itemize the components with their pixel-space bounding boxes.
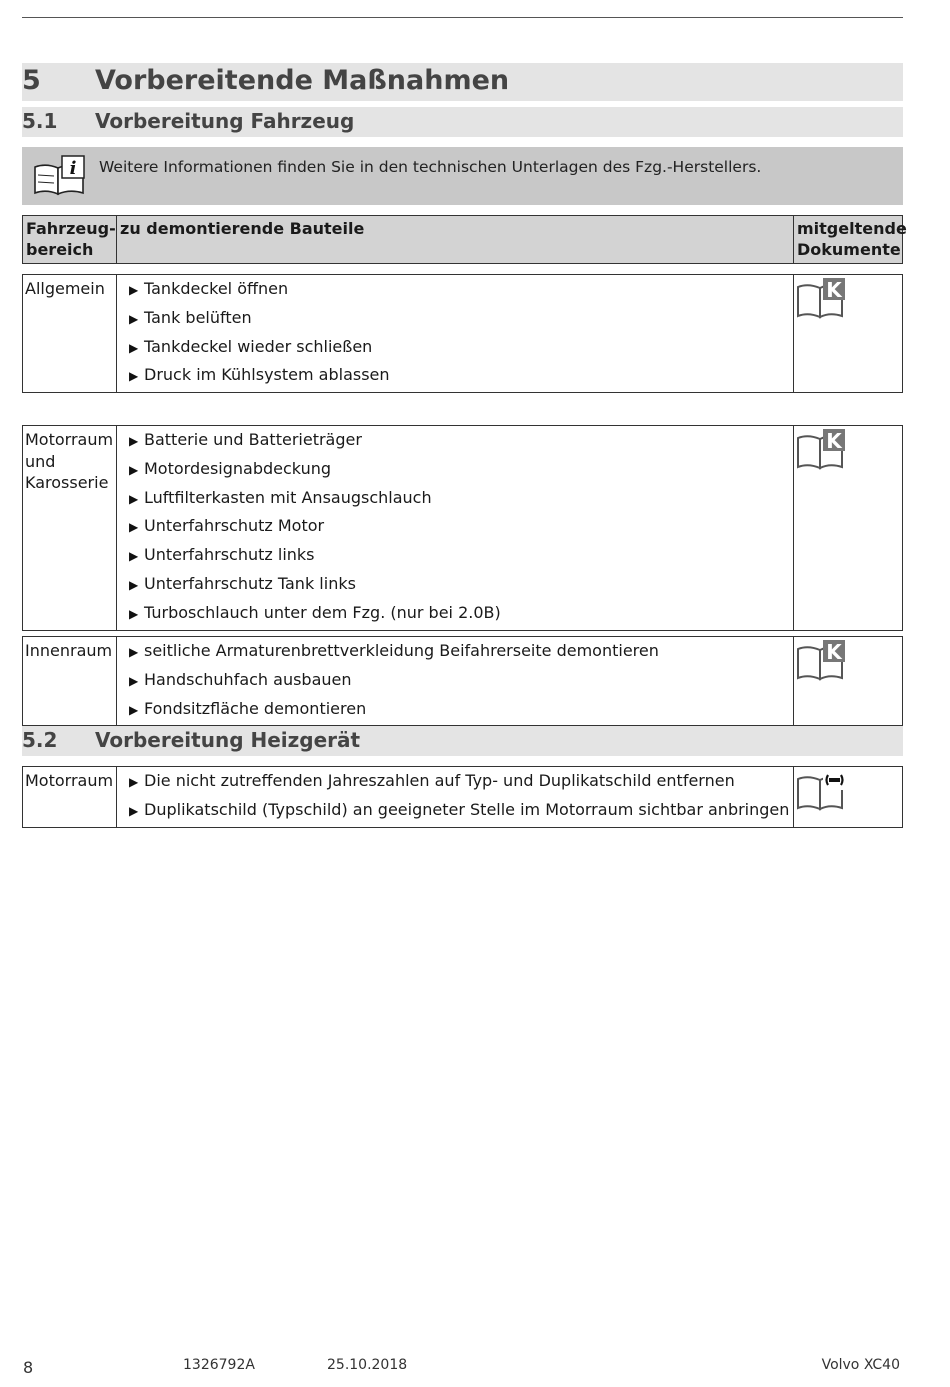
list-item: ▶ Batterie und Batterieträger xyxy=(129,430,362,449)
header-parts: zu demontierende Bauteile xyxy=(117,216,794,264)
info-box xyxy=(22,147,903,205)
svg-text:i: i xyxy=(69,158,77,179)
page-number: 8 xyxy=(23,1358,34,1377)
list-item: ▶ Duplikatschild (Typschild) an geeigneter Stelle im Motorraum sichtbar anbringen xyxy=(129,799,790,819)
area-cell: Motorraum und Karosserie xyxy=(23,426,117,631)
section-heading-5-2 xyxy=(22,726,903,756)
list-item: ▶ Tankdeckel öffnen xyxy=(129,279,289,298)
items-cell xyxy=(117,426,794,631)
chapter-number: 5 xyxy=(22,65,41,96)
vehicle-manual-k-icon xyxy=(796,278,846,323)
section-title: Vorbereitung Fahrzeug xyxy=(95,109,355,133)
section-title: Vorbereitung Heizgerät xyxy=(95,728,361,752)
items-cell xyxy=(117,767,794,828)
vehicle-name: Volvo XC40 xyxy=(821,1357,900,1373)
group-table-allgemein xyxy=(22,274,903,393)
svg-text:K: K xyxy=(826,640,842,664)
items-cell xyxy=(117,637,794,726)
vehicle-manual-k-icon xyxy=(796,429,846,474)
list-item: ▶ Handschuhfach ausbauen xyxy=(129,669,352,689)
vehicle-manual-k-icon xyxy=(796,640,846,685)
doc-cell xyxy=(794,637,903,726)
list-item: ▶ Tankdeckel wieder schließen xyxy=(129,336,373,356)
table-header xyxy=(22,215,907,264)
list-item: ▶ Tank belüften xyxy=(129,307,252,327)
heater-manual-icon xyxy=(796,796,848,815)
top-rule xyxy=(22,17,903,18)
list-item: ▶ Unterfahrschutz Motor xyxy=(129,516,325,536)
doc-number: 1326792A xyxy=(183,1357,255,1373)
group-table-heater xyxy=(22,766,903,828)
svg-text:K: K xyxy=(826,429,842,453)
info-book-icon xyxy=(33,155,85,201)
info-text: Weitere Informationen finden Sie in den technischen Unterlagen des Fzg.-Herstellers. xyxy=(99,158,762,176)
list-item: ▶ Die nicht zutreffenden Jahreszahlen auf Typ- und Duplikatschild entfernen xyxy=(129,771,735,790)
section-heading-5-1 xyxy=(22,107,903,137)
doc-cell xyxy=(794,275,903,393)
list-item: ▶ Unterfahrschutz Tank links xyxy=(129,573,356,593)
list-item: ▶ Luftfilterkasten mit Ansaugschlauch xyxy=(129,487,432,507)
list-item: ▶ seitliche Armaturenbrettverkleidung Beifahrerseite demontieren xyxy=(129,641,659,660)
doc-date: 25.10.2018 xyxy=(327,1357,408,1373)
list-item: ▶ Turboschlauch unter dem Fzg. (nur bei 2.0B) xyxy=(129,602,501,622)
chapter-title: Vorbereitende Maßnahmen xyxy=(95,65,510,96)
list-item: ▶ Druck im Kühlsystem ablassen xyxy=(129,365,390,385)
doc-cell xyxy=(794,426,903,631)
area-cell: Motorraum xyxy=(23,767,117,828)
svg-text:K: K xyxy=(826,278,842,302)
chapter-heading xyxy=(22,63,903,101)
section-number: 5.2 xyxy=(22,728,58,752)
list-item: ▶ Unterfahrschutz links xyxy=(129,545,315,565)
area-cell: Allgemein xyxy=(23,275,117,393)
items-cell xyxy=(117,275,794,393)
list-item: ▶ Motordesignabdeckung xyxy=(129,458,331,478)
section-number: 5.1 xyxy=(22,109,58,133)
area-cell: Innenraum xyxy=(23,637,117,726)
group-table-innenraum xyxy=(22,636,903,726)
header-area: Fahrzeug- bereich xyxy=(23,216,117,264)
group-table-motorraum xyxy=(22,425,903,631)
header-docs: mitgeltende Dokumente xyxy=(794,216,903,264)
doc-cell xyxy=(794,767,903,828)
list-item: ▶ Fondsitzfläche demontieren xyxy=(129,698,367,718)
